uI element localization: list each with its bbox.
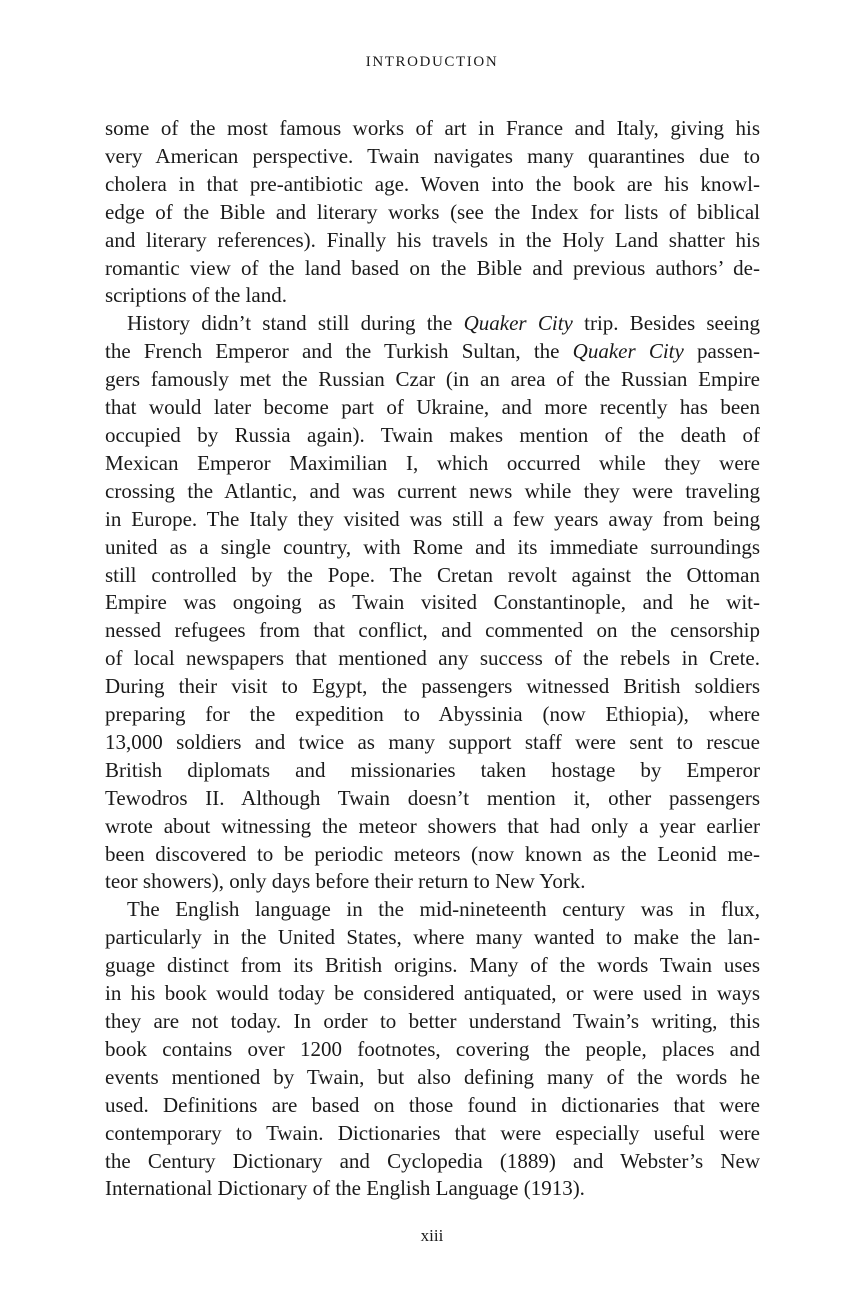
text-line: used. Definitions are based on those found in dictionaries that were: [105, 1092, 760, 1117]
text-line: some of the most famous works of art in France and Italy, giving his: [105, 116, 760, 140]
text-line: of local newspapers that mentioned any success of the rebels in Crete.: [105, 646, 760, 671]
body-text: [105, 115, 760, 1203]
text-line: particularly in the United States, where many wanted to make the lan-: [105, 925, 760, 950]
text-line: still controlled by the Pope. The Cretan revolt against the Ottoman: [105, 562, 760, 587]
text-run: passen-: [697, 339, 761, 364]
text-line: occupied by Russia again). Twain makes mention of the death of: [105, 422, 760, 447]
text-line: the Century Dictionary and Cyclopedia (1889) and Webster’s New: [105, 1148, 760, 1173]
text-line: Tewodros II. Although Twain doesn’t mention it, other passengers: [105, 785, 760, 810]
text-line: crossing the Atlantic, and was current news while they were traveling: [105, 478, 760, 503]
text-line: been discovered to be periodic meteors (now known as the Leonid me-: [105, 841, 760, 866]
text-line: that would later become part of Ukraine, and more recently has been: [105, 395, 760, 420]
text-line: events mentioned by Twain, but also defining many of the words he: [105, 1064, 760, 1089]
paragraph-1: [105, 115, 760, 310]
ship-name: Quaker City: [463, 311, 573, 336]
text-line: guage distinct from its British origins. Many of the words Twain uses: [105, 953, 760, 978]
text-line: scriptions of the land.: [105, 283, 287, 308]
text-line: in Europe. The Italy they visited was still a few years away from being: [105, 506, 760, 531]
text-line: [105, 310, 760, 338]
text-line: International Dictionary of the English Language (1913).: [105, 1176, 585, 1201]
paragraph-2: [105, 310, 760, 896]
text-line: nessed refugees from that conflict, and commented on the censorship: [105, 618, 760, 643]
text-run: History didn’t stand still during the: [127, 311, 464, 336]
paragraph-3: [105, 896, 760, 1203]
text-line: they are not today. In order to better understand Twain’s writing, this: [105, 1009, 760, 1033]
text-line: wrote about witnessing the meteor showers that had only a year earlier: [105, 813, 760, 838]
text-line: united as a single country, with Rome and its immediate surroundings: [105, 534, 760, 559]
text-line: preparing for the expedition to Abyssinia (now Ethiopia), where: [105, 702, 760, 727]
text-line: edge of the Bible and literary works (see the Index for lists of biblical: [105, 199, 760, 224]
text-line: During their visit to Egypt, the passengers witnessed British soldiers: [105, 674, 760, 699]
text-line: Mexican Emperor Maximilian I, which occurred while they were: [105, 450, 760, 475]
ship-name: Quaker City: [572, 339, 684, 364]
text-line: very American perspective. Twain navigates many quarantines due to: [105, 143, 760, 168]
text-line: teor showers), only days before their return to New York.: [105, 869, 586, 894]
page-number: xiii: [420, 1226, 444, 1245]
text-line: gers famously met the Russian Czar (in an area of the Russian Empire: [105, 367, 760, 392]
text-line: British diplomats and missionaries taken hostage by Emperor: [105, 757, 760, 782]
text-run: the French Emperor and the Turkish Sultan, the: [105, 339, 573, 364]
text-line: [105, 338, 760, 366]
text-line: Empire was ongoing as Twain visited Constantinople, and he wit-: [105, 590, 760, 615]
text-line: and literary references). Finally his travels in the Holy Land shatter his: [105, 227, 760, 252]
text-run: trip. Besides seeing: [584, 311, 761, 336]
text-line: book contains over 1200 footnotes, covering the people, places and: [105, 1036, 760, 1061]
running-head: INTRODUCTION: [365, 54, 499, 70]
text-line: cholera in that pre-antibiotic age. Woven into the book are his knowl-: [105, 171, 760, 196]
text-line: 13,000 soldiers and twice as many support staff were sent to rescue: [105, 729, 760, 754]
text-line: romantic view of the land based on the Bible and previous authors’ de-: [105, 255, 760, 280]
text-line: in his book would today be considered antiquated, or were used in ways: [105, 981, 760, 1006]
text-line: The English language in the mid-nineteenth century was in flux,: [127, 897, 760, 922]
text-line: contemporary to Twain. Dictionaries that were especially useful were: [105, 1120, 760, 1145]
